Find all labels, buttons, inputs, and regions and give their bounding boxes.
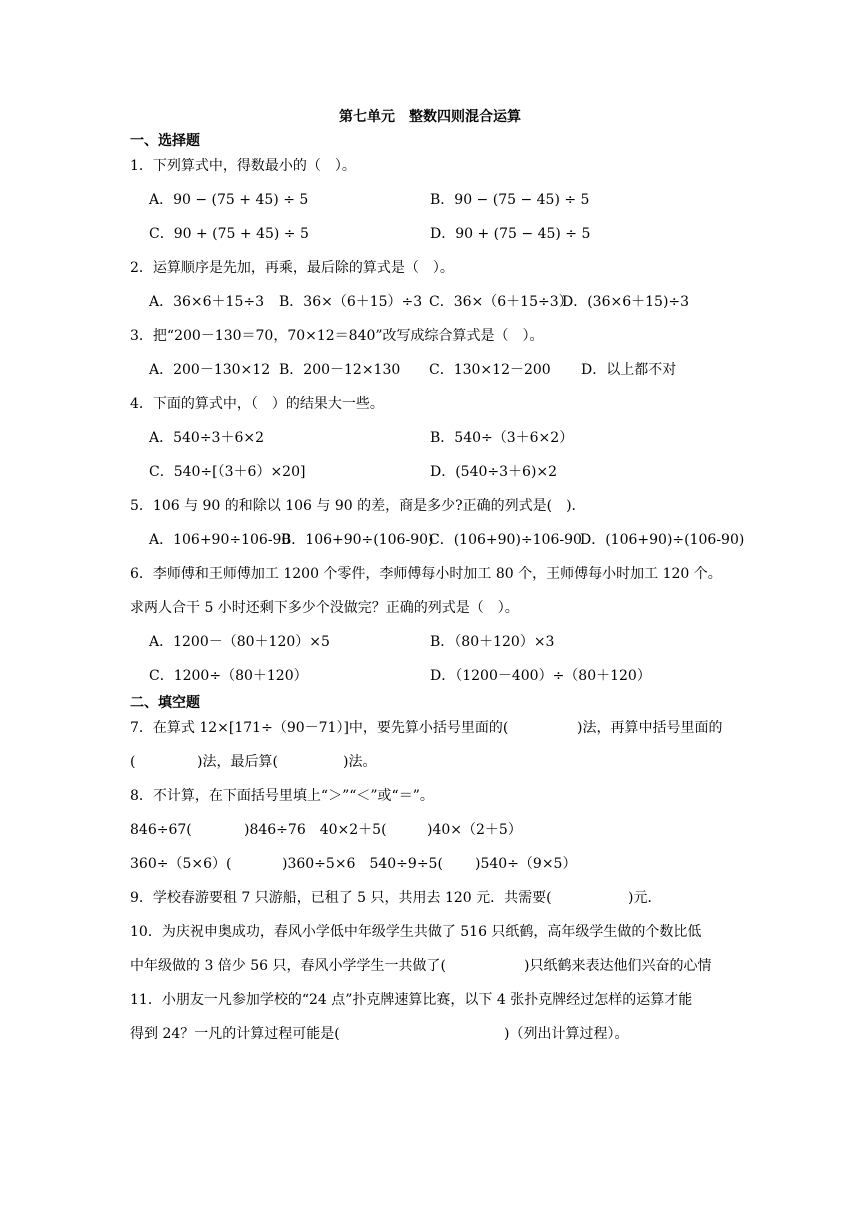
question-3-option-c: C．130×12－200 xyxy=(429,362,551,378)
page-title: 第七单元 整数四则混合运算 xyxy=(339,109,521,125)
question-8-row-1-a: 846÷67( xyxy=(130,822,192,838)
question-6-option-d: D．（1200－400）÷（80＋120） xyxy=(430,668,651,684)
question-6-option-a: A．1200－（80＋120）×5 xyxy=(149,634,330,650)
section-heading-fill-in: 二、填空题 xyxy=(130,695,200,711)
section-heading-choice: 一、选择题 xyxy=(130,133,200,149)
question-7-text-4: )法，最后算( xyxy=(197,754,278,770)
question-11-line-2-b: )（列出计算过程）。 xyxy=(504,1026,629,1042)
question-8-row-1-b: )846÷76 40×2＋5( xyxy=(244,822,387,838)
question-4-option-d: D．(540÷3＋6)×2 xyxy=(430,464,558,480)
question-1-option-a: A．90 − (75 + 45) ÷ 5 xyxy=(149,192,309,208)
question-3-option-d: D．以上都不对 xyxy=(581,362,677,378)
question-6-option-b: B．（80＋120）×3 xyxy=(430,634,555,650)
question-1-option-d: D．90 + (75 − 45) ÷ 5 xyxy=(430,226,591,242)
question-1-stem: 1．下列算式中，得数最小的（ ）。 xyxy=(130,158,356,174)
question-6-stem-line-1: 6．李师傅和王师傅加工 1200 个零件，李师傅每小时加工 80 个，王师傅每小时加工 120 个。 xyxy=(130,566,722,582)
question-10-line-2-a: 中年级做的 3 倍少 56 只，春风小学学生一共做了( xyxy=(130,958,446,974)
question-3-option-a: A．200－130×12 xyxy=(149,362,271,378)
question-5-option-b: B．106+90÷(106-90) xyxy=(281,532,434,548)
question-10-line-1: 10．为庆祝申奥成功，春风小学低中年级学生共做了 516 只纸鹤，高年级学生做的个数比低 xyxy=(130,924,702,940)
question-8-row-2-c: )540÷（9×5） xyxy=(475,856,577,872)
question-7-text-2: )法，再算中括号里面的 xyxy=(577,720,723,736)
question-11-line-2-a: 得到 24？一凡的计算过程可能是( xyxy=(130,1026,340,1042)
question-9-text-2: )元． xyxy=(628,890,662,906)
question-2-stem: 2．运算顺序是先加，再乘，最后除的算式是（ ）。 xyxy=(130,260,454,276)
question-3-option-b: B．200－12×130 xyxy=(279,362,401,378)
question-8-row-1-c: )40×（2＋5） xyxy=(427,822,522,838)
question-8-stem: 8．不计算，在下面括号里填上“＞”“＜”或“＝”。 xyxy=(130,788,434,804)
question-4-option-b: B．540÷（3＋6×2） xyxy=(430,430,574,446)
question-5-option-c: C．(106+90)÷106-90 xyxy=(429,532,582,548)
question-2-option-b: B．36×（6＋15）÷3 xyxy=(279,294,423,310)
question-5-option-a: A．106+90÷106-90 xyxy=(149,532,291,548)
question-2-option-c: C．36×（6＋15÷3） xyxy=(429,294,573,310)
question-6-option-c: C．1200÷（80＋120） xyxy=(149,668,308,684)
question-4-stem: 4．下面的算式中，（ ）的结果大一些。 xyxy=(130,396,384,412)
question-4-option-c: C．540÷[（3＋6）×20] xyxy=(149,464,306,480)
question-2-option-d: D．(36×6＋15)÷3 xyxy=(562,294,690,310)
question-7-text-1: 7．在算式 12×[171÷（90－71）]中，要先算小括号里面的( xyxy=(130,720,509,736)
question-8-row-2-a: 360÷（5×6）( xyxy=(130,856,232,872)
question-7-text-5: )法。 xyxy=(343,754,377,770)
question-10-line-2-b: )只纸鹤来表达他们兴奋的心情 xyxy=(524,958,712,974)
question-11-line-1: 11．小朋友一凡参加学校的“24 点”扑克牌速算比赛，以下 4 张扑克牌经过怎样的运算才能 xyxy=(130,992,693,1008)
question-2-option-a: A．36×6＋15÷3 xyxy=(149,294,265,310)
question-4-option-a: A．540÷3＋6×2 xyxy=(149,430,265,446)
question-8-row-2-b: )360÷5×6 540÷9÷5( xyxy=(282,856,443,872)
question-3-stem: 3．把“200－130＝70，70×12＝840”改写成综合算式是（ ）。 xyxy=(130,328,544,344)
question-1-option-c: C．90 + (75 + 45) ÷ 5 xyxy=(149,226,309,242)
question-5-stem: 5．106 与 90 的和除以 106 与 90 的差，商是多少?正确的列式是( )． xyxy=(130,498,586,514)
question-1-option-b: B．90 − (75 − 45) ÷ 5 xyxy=(430,192,590,208)
question-5-option-d: D．(106+90)÷(106-90) xyxy=(580,532,745,548)
question-6-stem-line-2: 求两人合干 5 小时还剩下多少个没做完？正确的列式是（ ）。 xyxy=(130,600,519,616)
question-9-text-1: 9．学校春游要租 7 只游船，已租了 5 只，共用去 120 元．共需要( xyxy=(130,890,552,906)
question-7-text-3: ( xyxy=(130,754,136,770)
